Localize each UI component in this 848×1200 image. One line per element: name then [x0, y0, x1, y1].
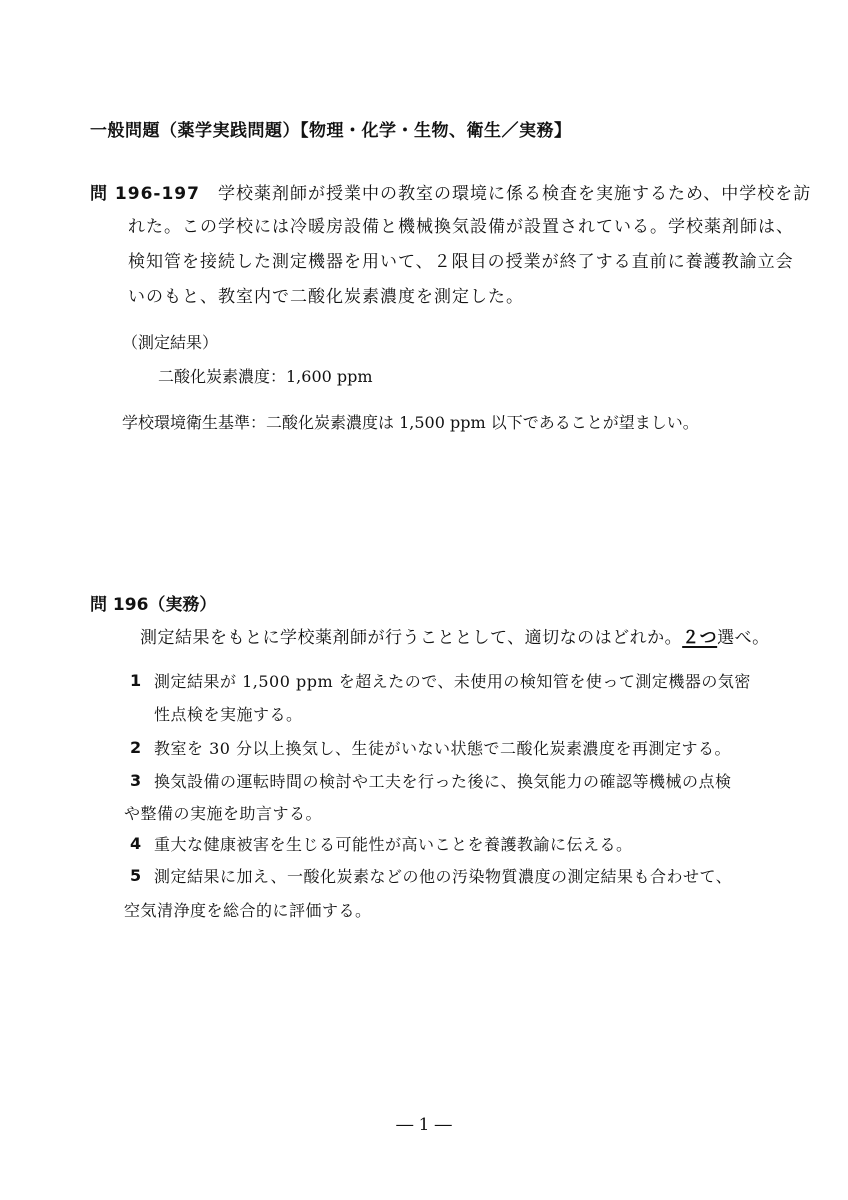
- result-value: 二酸化炭素濃度：1,600 ppm: [158, 367, 373, 386]
- question-196-title: 問 196（実務）: [90, 595, 217, 615]
- choice-2-line-1: 教室を 30 分以上換気し、生徒がいない状態で二酸化炭素濃度を再測定する。: [154, 739, 732, 758]
- question-line-4: いのもと、教室内で二酸化炭素濃度を測定した。: [128, 287, 524, 307]
- choice-1-line-2: 性点検を実施する。: [154, 705, 303, 724]
- choice-3-line-2: や整備の実施を助言する。: [124, 804, 323, 823]
- section-header: 一般問題（薬学実践問題）【物理・化学・生物、衛生／実務】: [90, 121, 572, 141]
- choice-2-number: 2: [130, 738, 142, 757]
- instruction-end: 選べ。: [717, 628, 770, 648]
- choice-4-number: 4: [130, 834, 142, 853]
- question-line-1: 学校薬剤師が授業中の教室の環境に係る検査を実施するため、中学校を訪: [217, 184, 812, 204]
- choice-1-line-1: 測定結果が 1,500 ppm を超えたので、未使用の検知管を使って測定機器の気密: [154, 672, 751, 691]
- question-first-line: [90, 178, 811, 210]
- choice-5-number: 5: [130, 866, 142, 885]
- standard-text: 学校環境衛生基準：二酸化炭素濃度は 1,500 ppm 以下であることが望ましい。: [122, 413, 699, 432]
- choice-1-number: 1: [130, 671, 142, 690]
- choice-3-number: 3: [130, 771, 142, 790]
- question-number: 問 196-197: [90, 184, 200, 204]
- choice-3-line-1: 換気設備の運転時間の検討や工夫を行った後に、換気能力の確認等機械の点検: [154, 772, 732, 791]
- result-label: （測定結果）: [122, 333, 219, 352]
- question-196-instruction: [140, 623, 770, 648]
- instruction-text: 測定結果をもとに学校薬剤師が行うこととして、適切なのはどれか。: [140, 628, 683, 648]
- choice-4-line-1: 重大な健康被害を生じる可能性が高いことを養護教諭に伝える。: [154, 835, 633, 854]
- page-number: ― 1 ―: [396, 1115, 452, 1135]
- instruction-emphasis: ２つ: [682, 628, 718, 648]
- choice-5-line-2: 空気清浄度を総合的に評価する。: [124, 901, 372, 920]
- question-line-2: れた。この学校には冷暖房設備と機械換気設備が設置されている。学校薬剤師は、: [128, 217, 794, 237]
- choice-5-line-1: 測定結果に加え、一酸化炭素などの他の汚染物質濃度の測定結果も合わせて、: [154, 867, 733, 886]
- question-line-3: 検知管を接続した測定機器を用いて、２限目の授業が終了する直前に養護教諭立会: [128, 252, 794, 272]
